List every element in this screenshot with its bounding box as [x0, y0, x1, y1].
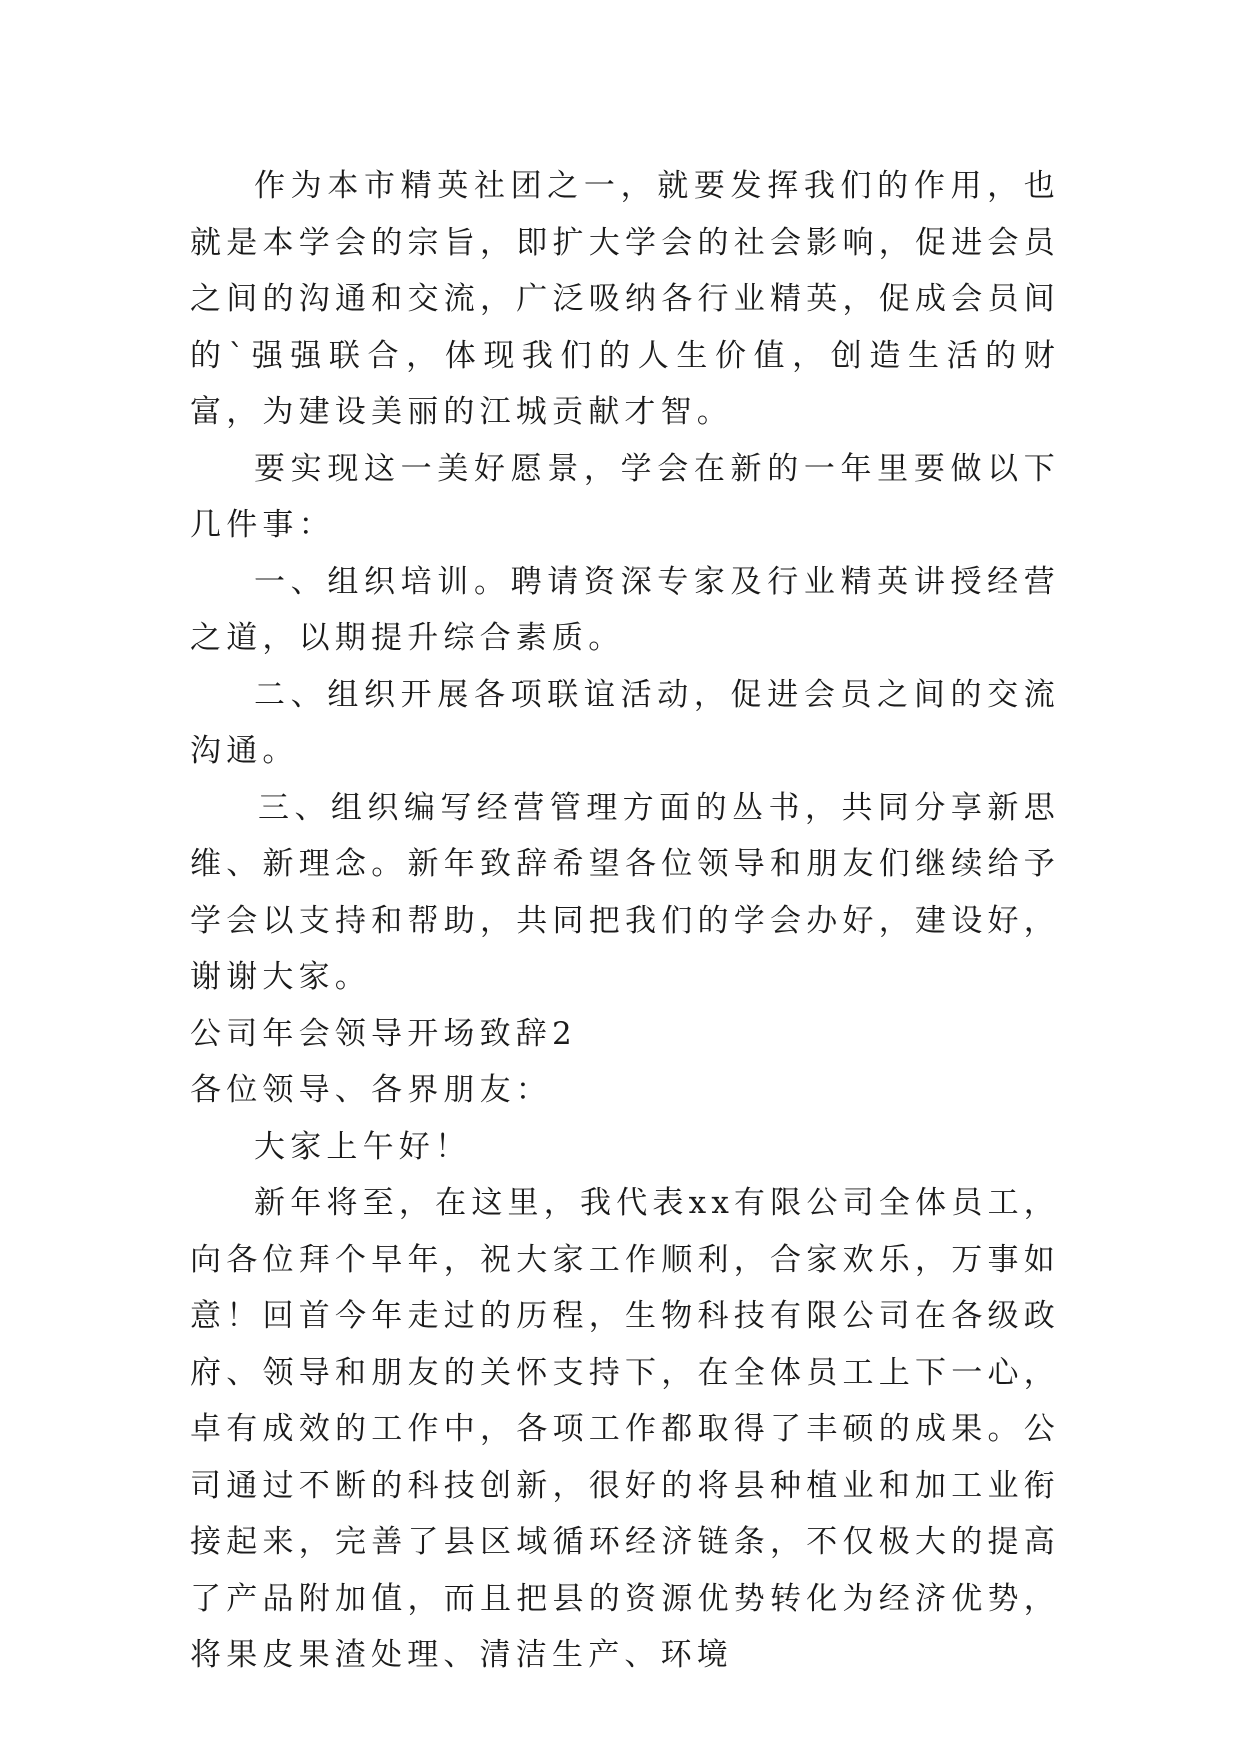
greeting: 大家上午好！: [254, 1128, 472, 1165]
paragraph-plan-item-2: 二、组织开展各项联谊活动，促进会员之间的交流沟通。: [190, 676, 1060, 769]
paragraph-new-year-plans: 要实现这一美好愿景，学会在新的一年里要做以下几件事：: [190, 450, 1060, 543]
paragraph-plan-item-3: 三、组织编写经营管理方面的丛书，共同分享新思维、新理念。新年致辞希望各位领导和朋友们继续给予学会以支持和帮助，共同把我们的学会办好，建设好，谢谢大家。: [190, 789, 1060, 995]
document-body: [190, 158, 1060, 1684]
paragraph-society-purpose: 作为本市精英社团之一，就要发挥我们的作用，也就是本学会的宗旨，即扩大学会的社会影响，促进会员之间的沟通和交流，广泛吸纳各行业精英，促成会员间的`强强联合，体现我们的人生价值，创造生活的财富，为建设美丽的江城贡献才智。: [190, 168, 1060, 430]
section-title: 公司年会领导开场致辞2: [190, 1015, 577, 1052]
salutation: 各位领导、各界朋友：: [190, 1072, 552, 1108]
paragraph-company-review: 新年将至，在这里，我代表xx有限公司全体员工，向各位拜个早年，祝大家工作顺利，合家欢乐，万事如意！回首今年走过的历程，生物科技有限公司在各级政府、领导和朋友的关怀支持下，在全体员工上下一心，卓有成效的工作中，各项工作都取得了丰硕的成果。公司通过不断的科技创新，很好的将县种植业和加工业衔接起来，完善了县区域循环经济链条，不仅极大的提高了产品附加值，而且把县的资源优势转化为经济优势，将果皮果渣处理、清洁生产、环境: [190, 1185, 1060, 1673]
paragraph-plan-item-1: 一、组织培训。聘请资深专家及行业精英讲授经营之道，以期提升综合素质。: [190, 563, 1060, 656]
